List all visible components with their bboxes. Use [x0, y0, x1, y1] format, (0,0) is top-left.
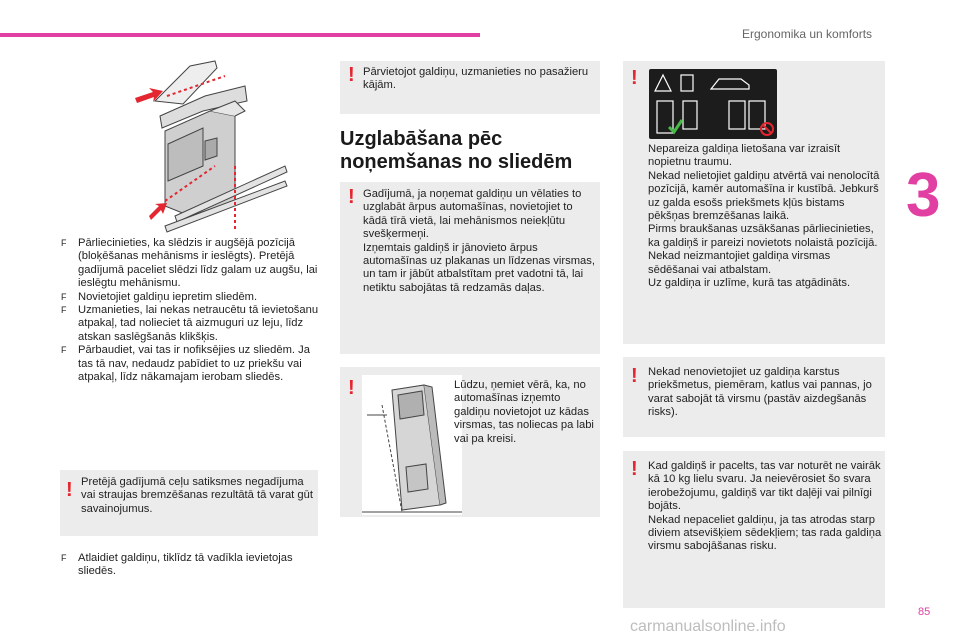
- warning-icon: !: [348, 64, 355, 86]
- final-step: [61, 552, 323, 579]
- bullet-marker: F: [61, 238, 67, 248]
- step-text: Pārliecinieties, ka slēdzis ir augšējā pozīcijā (bloķēšanas mehānisms ir ieslēgts). Pretējā gadījumā paceliet slēdzi līdz galam uz augšu, lai ieslēgtu mehānismu.: [78, 237, 318, 290]
- warning-text: Nepareiza galdiņa lietošana var izraisīt nopietnu traumu. Nekad nelietojiet galdiņu atvērtā vai nenolocītā pozīcijā, kamēr automašīna ir kustībā. Jebkurš uz galda esošs priekšmets kļūs bistams pēkšņas bremzēšanas laikā. Pirms braukšanas uzsākšanas pārliecinieties, ka galdiņš ir pareizi novietots nolaistā pozīcijā. Nekad neizmantojiet galdiņa virsmas sēdēšanai vai atbalstam. Uz galdiņa ir uzlīme, kurā tas atgādināts.: [648, 143, 880, 290]
- warning-box-weight-limit: [623, 451, 885, 608]
- step-text: Pārbaudiet, vai tas ir nofiksējies uz sliedēm. Ja tas tā nav, nedaudz pabīdiet to uz priekšu vai atpakaļ, līdz nākamajam ierobam sliedēs.: [78, 344, 310, 384]
- warning-text: Pretējā gadījumā ceļu satiksmes negadījuma vai straujas bremzēšanas rezultātā tā varat gūt savainojumus.: [81, 476, 313, 515]
- note-text: Lūdzu, ņemiet vērā, ka, no automašīnas izņemto galdiņu novietojot uz kādas virsmas, tas noliecas pa labi vai pa kreisi.: [454, 379, 594, 445]
- warning-box-passenger-feet: [340, 61, 600, 114]
- warning-text: Gadījumā, ja noņemat galdiņu un vēlaties to uzglabāt ārpus automašīnas, novietojiet to kādā tīrā vietā, lai mehānismos neiekļūtu svešķermeņi. Izņemtais galdiņš ir jānovieto ārpus automašīnas uz plakanas un līdzenas virsmas, un tam ir jābūt atbalstītam pret vadotni tā, lai netiktu sabojātas tā redzamās daļas.: [363, 188, 595, 294]
- warning-icon: !: [348, 377, 355, 399]
- warning-icon: !: [631, 67, 638, 89]
- bullet-marker: F: [61, 553, 67, 563]
- bullet-marker: F: [61, 345, 67, 356]
- header-accent-bar: [0, 33, 480, 37]
- warning-box-misuse: [623, 61, 885, 344]
- step-text: Atlaidiet galdiņu, tiklīdz tā vadīkla ievietojas sliedēs.: [78, 552, 293, 578]
- chapter-number: 3: [906, 161, 941, 230]
- warning-text: Kad galdiņš ir pacelts, tas var noturēt ne vairāk kā 10 kg lielu svaru. Ja neievērosiet šo svara ierobežojumu, galdiņš var tikt daļēji vai pilnīgi bojāts. Nekad nepaceliet galdiņu, ja tas atrodas starp diviem atsevišķiem sēdekļiem; tas rada galdiņa virsmu sabojāšanas risku.: [648, 460, 882, 553]
- header-section-title: Ergonomika un komforts: [742, 27, 873, 41]
- warning-box-storage: [340, 182, 600, 354]
- step-item: [61, 552, 323, 579]
- step-item: [61, 237, 323, 291]
- step-item: [61, 304, 323, 344]
- bullet-marker: F: [61, 291, 67, 302]
- warning-box-injury: [60, 470, 318, 536]
- step-item: [61, 344, 323, 384]
- warning-text: Nekad nenovietojiet uz galdiņa karstus priekšmetus, piemēram, katlus vai pannas, jo varat sabojāt tā virsmu (pastāv aizdegšanās risks).: [648, 366, 872, 419]
- page-number: 85: [918, 606, 931, 618]
- safety-label-sticker: [649, 69, 777, 139]
- step-text: Uzmanieties, lai nekas netraucētu tā ievietošanu atpakaļ, tad nolieciet tā aizmuguri uz leju, līdz atskan saslēgšanās klikšķis.: [78, 304, 319, 343]
- warning-icon: !: [631, 365, 638, 387]
- warning-icon: !: [348, 186, 355, 208]
- table-rail-illustration: [135, 56, 315, 236]
- step-item: [61, 291, 323, 304]
- left-step-list: [61, 237, 323, 384]
- note-box-tilt: [340, 367, 600, 517]
- warning-box-hot-objects: [623, 357, 885, 437]
- storage-section-title: Uzglabāšana pēc noņemšanas no sliedēm: [340, 128, 573, 173]
- warning-icon: !: [631, 458, 638, 480]
- step-text: Novietojiet galdiņu iepretim sliedēm.: [78, 290, 258, 303]
- watermark-text: carmanualsonline.info: [630, 618, 786, 635]
- warning-icon: !: [66, 479, 73, 501]
- bullet-marker: F: [61, 305, 67, 316]
- tilted-table-illustration: [362, 375, 462, 515]
- warning-text: Pārvietojot galdiņu, uzmanieties no pasažieru kājām.: [363, 66, 589, 92]
